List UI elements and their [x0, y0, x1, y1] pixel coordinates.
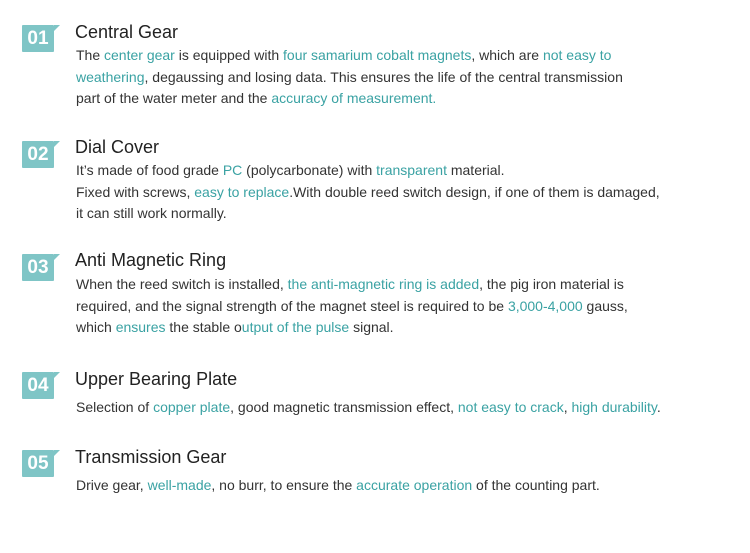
feature-description — [76, 475, 736, 497]
body-text: which — [76, 319, 116, 335]
highlight-text: four samarium cobalt magnets — [283, 47, 472, 63]
body-text: part of the water meter and the — [76, 90, 272, 106]
body-text: When the reed switch is installed, — [76, 276, 288, 292]
highlight-text: high durability — [571, 399, 657, 415]
body-text: required, and the signal strength of the magnet steel is required to be — [76, 297, 508, 314]
number-badge: 02 — [22, 141, 54, 168]
body-text: , the pig iron material is — [479, 276, 624, 292]
body-text: signal. — [349, 319, 394, 335]
feature-title: Upper Bearing Plate — [75, 369, 238, 389]
body-text: gauss, — [582, 297, 628, 314]
feature-title: Dial Cover — [75, 137, 160, 157]
body-text: It’s made of food grade — [76, 162, 223, 178]
description-line — [76, 296, 736, 318]
feature-title: Transmission Gear — [75, 447, 227, 467]
description-line — [76, 45, 736, 67]
body-text: .With double reed switch design, if one of them is damaged, — [289, 183, 660, 200]
description-line — [76, 182, 736, 204]
description-line — [76, 475, 736, 497]
body-text: . — [656, 399, 661, 415]
body-text: , — [563, 399, 572, 415]
highlight-text: transparent — [376, 162, 447, 178]
highlight-text: PC — [222, 162, 243, 178]
description-line — [76, 88, 736, 110]
highlight-text: ensures — [115, 319, 166, 335]
body-text: , no burr, to ensure the — [211, 477, 357, 493]
body-text: the stable o — [165, 319, 242, 335]
highlight-text: well-made — [147, 477, 212, 493]
number-badge: 04 — [22, 372, 54, 399]
feature-title: Central Gear — [75, 22, 179, 42]
description-line — [76, 67, 736, 89]
body-text: Selection of — [76, 399, 154, 415]
feature-description — [76, 45, 736, 110]
body-text: Fixed with screws, — [76, 183, 195, 200]
body-text: , degaussing and losing data. This ensures the life of the central transmission — [144, 68, 623, 85]
body-text: (polycarbonate) with — [242, 162, 377, 178]
body-text: it can still work normally. — [76, 205, 227, 221]
number-badge: 03 — [22, 254, 54, 281]
body-text: Drive gear, — [76, 477, 148, 493]
description-line — [76, 397, 736, 419]
feature-description — [76, 160, 736, 225]
description-line — [76, 274, 736, 296]
highlight-text: the anti-magnetic ring is added — [287, 276, 480, 292]
highlight-text: not easy to — [542, 47, 612, 63]
body-text: is equipped with — [174, 47, 284, 63]
highlight-text: copper plate — [153, 399, 231, 415]
number-badge: 05 — [22, 450, 54, 477]
highlight-text: 3,000-4,000 — [507, 297, 583, 314]
body-text: , which are — [471, 47, 543, 63]
body-text: of the counting part. — [472, 477, 600, 493]
feature-title: Anti Magnetic Ring — [75, 250, 227, 270]
feature-description — [76, 274, 736, 339]
body-text: material. — [446, 162, 505, 178]
body-text: The — [76, 47, 105, 63]
number-badge: 01 — [22, 25, 54, 52]
description-line — [76, 203, 736, 225]
body-text: , good magnetic transmission effect, — [230, 399, 458, 415]
highlight-text: utput of the pulse — [241, 319, 350, 335]
highlight-text: accurate operation — [356, 477, 473, 493]
highlight-text: center gear — [104, 47, 175, 63]
highlight-text: accuracy of measurement. — [271, 90, 437, 106]
highlight-text: weathering — [76, 68, 145, 85]
highlight-text: not easy to crack — [457, 399, 564, 415]
description-line — [76, 317, 736, 339]
highlight-text: easy to replace — [194, 183, 290, 200]
description-line — [76, 160, 736, 182]
feature-description — [76, 397, 736, 419]
